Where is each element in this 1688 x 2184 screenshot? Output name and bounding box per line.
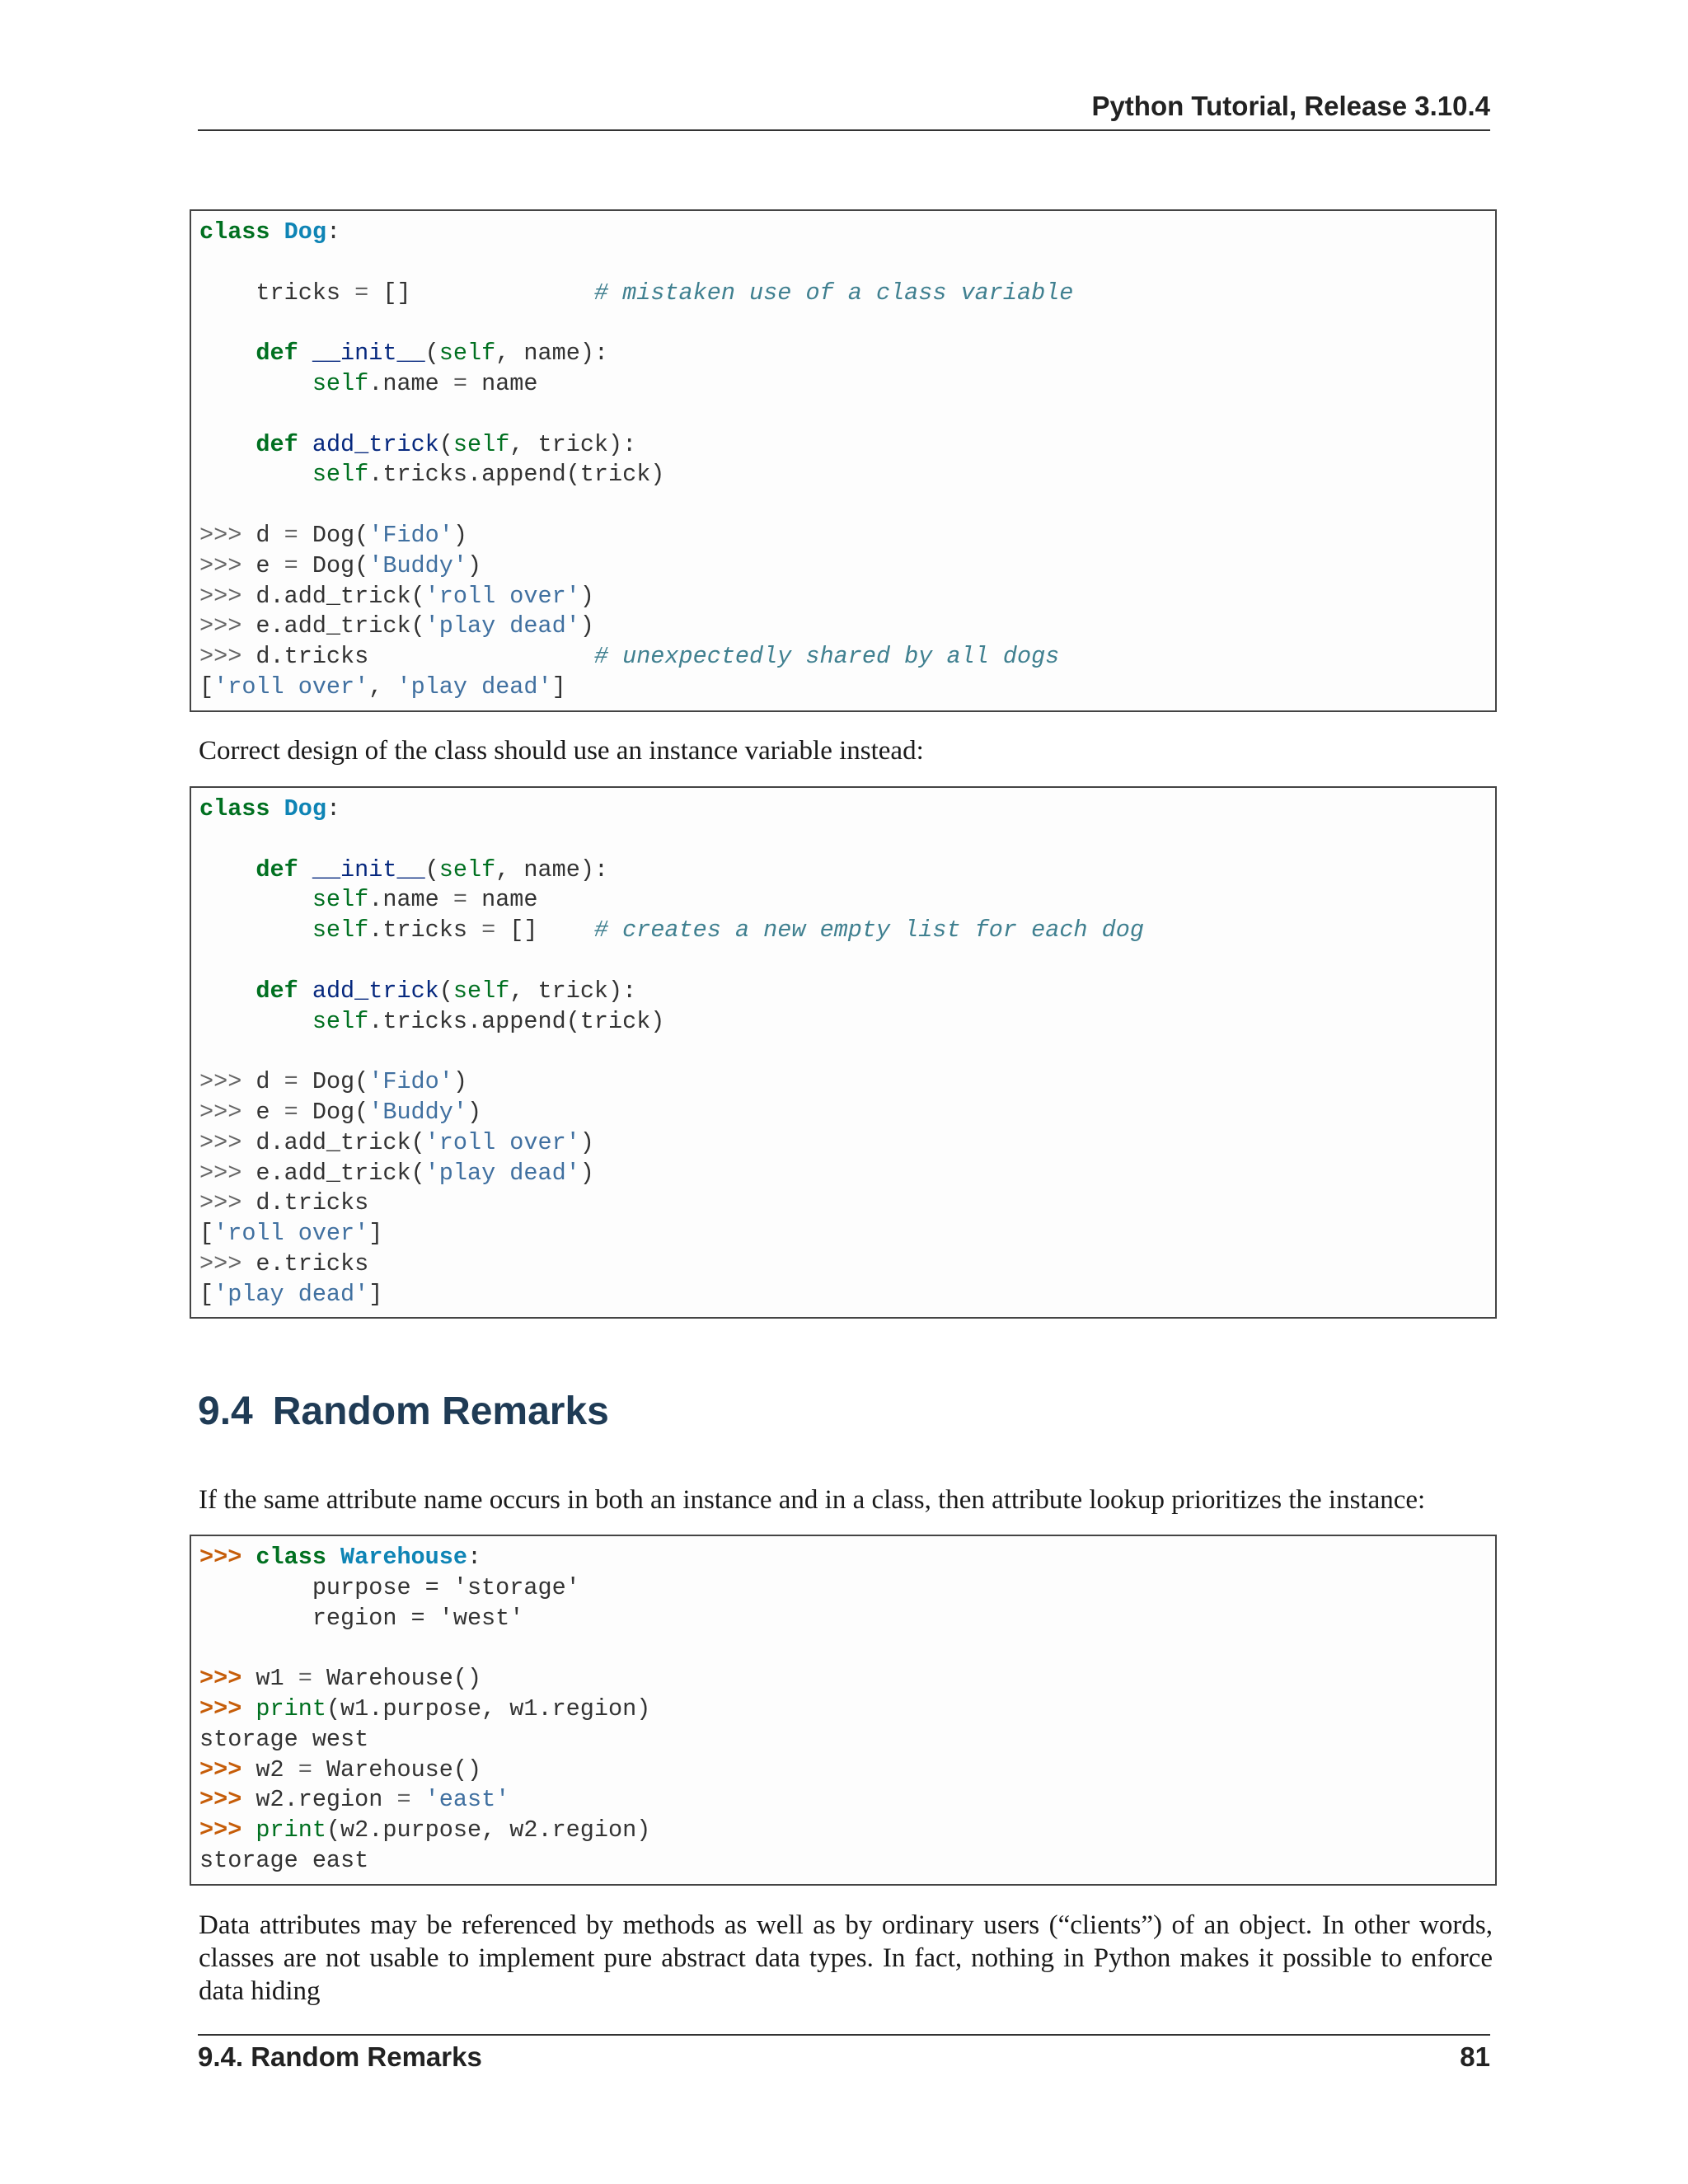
code-token: add_trick: [312, 430, 439, 458]
code-token: [298, 856, 312, 883]
code-token: >>>: [199, 1694, 242, 1722]
code-token: class: [256, 1544, 326, 1571]
code-token: =: [354, 279, 369, 307]
code-line: [199, 490, 1487, 521]
code-block-class-variable: [190, 209, 1497, 712]
code-token: self: [312, 916, 369, 944]
code-line: [199, 1694, 1487, 1725]
code-line: [199, 855, 1487, 886]
code-token: class: [199, 218, 270, 246]
code-token: self: [312, 369, 369, 397]
code-token: =: [452, 886, 467, 914]
code-token: ): [452, 521, 467, 549]
code-token: Warehouse(): [312, 1755, 482, 1783]
code-token: self: [438, 340, 496, 368]
code-token: 'Fido': [368, 1068, 453, 1096]
code-token: [326, 1544, 340, 1571]
code-token: >>>: [199, 1755, 242, 1783]
code-token: ]: [551, 673, 566, 701]
code-token: e.add_trick(: [241, 612, 425, 640]
code-token: >>>: [199, 1665, 242, 1693]
code-token: [241, 1695, 256, 1722]
code-block-warehouse: [190, 1535, 1497, 1886]
code-token: [: [199, 1220, 214, 1248]
code-token: .tricks.append(trick): [368, 1007, 665, 1035]
code-token: d.tricks: [241, 643, 594, 671]
code-token: Warehouse: [340, 1544, 467, 1571]
code-line: [199, 369, 1487, 400]
code-token: ): [579, 582, 594, 610]
code-line: [199, 218, 1487, 248]
code-token: >>>: [199, 1128, 242, 1156]
paragraph-correct-design: Correct design of the class should use an instance variable instead:: [199, 736, 924, 766]
code-token: =: [481, 916, 496, 944]
code-token: ): [579, 1128, 594, 1156]
code-token: region = 'west': [199, 1604, 524, 1632]
code-token: [241, 1544, 256, 1571]
code-line: [199, 1633, 1487, 1664]
code-line: [199, 1543, 1487, 1573]
code-token: 'Fido': [368, 521, 453, 549]
code-token: self: [312, 1007, 369, 1035]
code-line: [199, 1098, 1487, 1128]
code-token: 'play dead': [424, 612, 580, 640]
code-token: e.tricks: [241, 1249, 369, 1277]
code-token: [199, 1008, 312, 1035]
code-token: [270, 218, 284, 246]
code-line: [199, 673, 1487, 703]
code-line: [199, 1573, 1487, 1604]
code-token: w2: [241, 1755, 298, 1783]
code-line: [199, 1604, 1487, 1634]
code-line: [199, 1846, 1487, 1877]
code-token: .tricks.append(trick): [368, 461, 665, 489]
code-line: [199, 308, 1487, 339]
code-token: ): [452, 1068, 467, 1096]
code-token: [199, 340, 256, 367]
code-token: w1: [241, 1665, 298, 1693]
code-token: >>>: [199, 521, 242, 549]
code-token: (: [438, 977, 453, 1005]
code-line: [199, 1816, 1487, 1846]
code-block-instance-variable: [190, 786, 1497, 1319]
code-line: [199, 916, 1487, 946]
code-line: [199, 946, 1487, 977]
code-token: 'Buddy': [368, 551, 467, 579]
code-token: ): [467, 551, 482, 579]
code-line: [199, 885, 1487, 916]
code-token: >>>: [199, 1816, 242, 1844]
code-token: e: [241, 551, 284, 579]
code-line: [199, 400, 1487, 430]
code-token: [199, 886, 312, 913]
code-line: [199, 1219, 1487, 1249]
code-token: >>>: [199, 1786, 242, 1814]
code-token: Dog: [284, 795, 326, 823]
running-header-title: Python Tutorial, Release 3.10.4: [1091, 91, 1490, 121]
code-token: name: [467, 369, 538, 397]
code-token: [241, 1816, 256, 1844]
paragraph-data-attributes: Data attributes may be referenced by methods as well as by ordinary users (“clients”) of an object. In other words, classes are not usable to implement pure abstract data types. In fact, nothing in Python makes it possible to enforce data hiding: [199, 1910, 1493, 2006]
code-token: =: [284, 1068, 298, 1096]
code-token: =: [284, 551, 298, 579]
code-line: [199, 642, 1487, 673]
footer-section: 9.4. Random Remarks: [198, 2041, 482, 2072]
code-token: e: [241, 1098, 284, 1126]
code-line: [199, 1159, 1487, 1189]
code-token: >>>: [199, 1068, 242, 1096]
code-token: [411, 1786, 425, 1813]
code-token: d.tricks: [241, 1189, 369, 1217]
code-line: [199, 1280, 1487, 1310]
code-token: self: [312, 886, 369, 914]
code-line: [199, 977, 1487, 1007]
code-line: [199, 248, 1487, 279]
code-token: [199, 977, 256, 1005]
code-token: Warehouse(): [312, 1665, 482, 1693]
code-token: .name: [368, 369, 453, 397]
code-token: , trick):: [509, 430, 637, 458]
code-line: [199, 582, 1487, 612]
code-line: [199, 1755, 1487, 1786]
paragraph-attribute-lookup: If the same attribute name occurs in both an instance and in a class, then attribute lookup prioritizes the instance:: [199, 1485, 1426, 1515]
code-token: ): [579, 1159, 594, 1187]
code-token: =: [396, 1786, 411, 1814]
code-token: Dog(: [298, 521, 369, 549]
code-token: __init__: [312, 340, 425, 368]
code-line: [199, 794, 1487, 825]
code-line: [199, 460, 1487, 490]
code-token: >>>: [199, 1189, 242, 1217]
code-token: >>>: [199, 643, 242, 671]
code-token: []: [495, 916, 594, 944]
code-token: self: [312, 461, 369, 489]
code-token: (: [438, 430, 453, 458]
code-token: name: [467, 886, 538, 914]
code-token: [298, 340, 312, 367]
code-token: Dog: [284, 218, 326, 246]
code-token: 'play dead': [424, 1159, 580, 1187]
code-token: (w2.purpose, w2.region): [326, 1816, 651, 1844]
code-token: :: [326, 218, 341, 246]
code-token: [199, 856, 256, 883]
code-token: >>>: [199, 612, 242, 640]
code-token: .name: [368, 886, 453, 914]
code-token: 'east': [424, 1786, 510, 1814]
code-token: storage east: [199, 1846, 369, 1874]
code-token: 'roll over': [424, 582, 580, 610]
code-token: =: [284, 1098, 298, 1126]
code-token: self: [452, 430, 510, 458]
code-token: 'roll over': [213, 1220, 369, 1248]
header-rule: [198, 129, 1490, 131]
code-token: [199, 370, 312, 397]
code-token: , name):: [495, 855, 609, 883]
code-token: [: [199, 673, 214, 701]
code-token: >>>: [199, 1249, 242, 1277]
code-token: print: [256, 1816, 326, 1844]
code-token: # unexpectedly shared by all dogs: [593, 643, 1060, 671]
code-token: (w1.purpose, w1.region): [326, 1694, 651, 1722]
code-token: ): [467, 1098, 482, 1126]
code-token: .tricks: [368, 916, 482, 944]
code-token: =: [298, 1665, 312, 1693]
code-token: >>>: [199, 582, 242, 610]
code-line: [199, 825, 1487, 855]
code-token: Dog(: [298, 551, 369, 579]
code-token: ]: [368, 1280, 383, 1308]
code-token: def: [256, 430, 298, 458]
code-token: # mistaken use of a class variable: [593, 279, 1074, 307]
code-token: [199, 431, 256, 458]
section-heading: [198, 1389, 629, 1434]
code-line: [199, 339, 1487, 369]
code-token: [298, 977, 312, 1005]
code-token: , name):: [495, 340, 609, 368]
code-token: __init__: [312, 855, 425, 883]
code-token: self: [438, 855, 496, 883]
code-line: [199, 1249, 1487, 1280]
code-line: [199, 521, 1487, 551]
code-token: Dog(: [298, 1098, 369, 1126]
code-token: add_trick: [312, 977, 439, 1005]
code-token: e.add_trick(: [241, 1159, 425, 1187]
code-token: class: [199, 795, 270, 823]
code-token: >>>: [199, 1544, 242, 1571]
code-token: >>>: [199, 1098, 242, 1126]
code-token: d: [241, 521, 284, 549]
code-line: [199, 430, 1487, 461]
code-token: ]: [368, 1220, 383, 1248]
code-line: [199, 1037, 1487, 1067]
code-token: [270, 795, 284, 823]
code-token: , trick):: [509, 977, 637, 1005]
code-token: []: [368, 279, 594, 307]
code-line: [199, 1128, 1487, 1159]
code-token: d.add_trick(: [241, 1128, 425, 1156]
code-token: =: [284, 521, 298, 549]
code-token: w2.region: [241, 1786, 397, 1814]
code-line: [199, 1188, 1487, 1219]
section-title: Random Remarks: [272, 1390, 609, 1433]
code-token: >>>: [199, 551, 242, 579]
code-token: def: [256, 977, 298, 1005]
code-token: :: [467, 1544, 482, 1571]
code-token: :: [326, 795, 341, 823]
footer-rule: [198, 2034, 1490, 2036]
code-token: =: [452, 369, 467, 397]
code-token: 'roll over': [213, 673, 369, 701]
code-token: 'play dead': [213, 1280, 369, 1308]
code-token: ): [579, 612, 594, 640]
code-token: tricks: [199, 279, 355, 307]
code-line: [199, 1725, 1487, 1755]
code-token: 'roll over': [424, 1128, 580, 1156]
page-number: 81: [1460, 2041, 1490, 2072]
code-token: [: [199, 1280, 214, 1308]
code-token: >>>: [199, 1159, 242, 1187]
code-token: storage west: [199, 1725, 369, 1753]
code-token: print: [256, 1694, 326, 1722]
code-line: [199, 279, 1487, 309]
code-token: [199, 916, 312, 944]
code-token: =: [298, 1755, 312, 1783]
code-token: 'play dead': [396, 673, 552, 701]
code-token: def: [256, 855, 298, 883]
code-token: def: [256, 340, 298, 368]
code-token: (: [424, 855, 439, 883]
code-token: # creates a new empty list for each dog: [593, 916, 1144, 944]
code-line: [199, 612, 1487, 642]
code-token: Dog(: [298, 1068, 369, 1096]
code-token: (: [424, 340, 439, 368]
code-token: [199, 461, 312, 488]
code-line: [199, 1785, 1487, 1816]
code-token: d: [241, 1068, 284, 1096]
code-token: self: [452, 977, 510, 1005]
code-token: ,: [368, 673, 397, 701]
code-token: d.add_trick(: [241, 582, 425, 610]
code-line: [199, 1664, 1487, 1694]
code-line: [199, 1067, 1487, 1098]
code-line: [199, 1007, 1487, 1038]
code-token: [298, 431, 312, 458]
code-token: 'Buddy': [368, 1098, 467, 1126]
code-line: [199, 551, 1487, 582]
code-token: purpose = 'storage': [199, 1573, 580, 1601]
section-number: 9.4: [198, 1390, 253, 1433]
